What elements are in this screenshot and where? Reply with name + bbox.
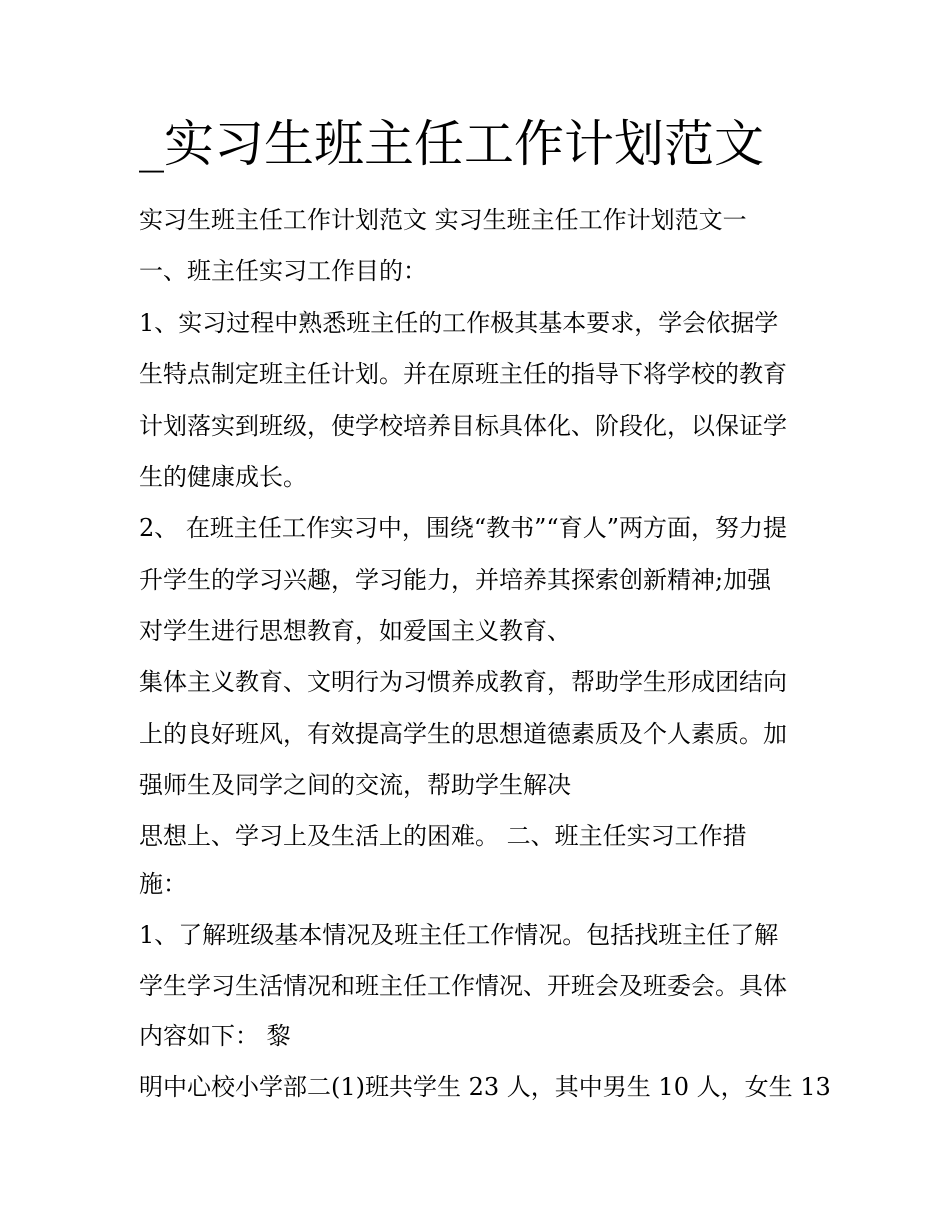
text-line: 思想上、学习上及生活上的困难。 二、班主任实习工作措 <box>139 822 747 850</box>
text-line: 对学生进行思想教育，如爱国主义教育、 <box>139 617 571 645</box>
text-line: 计划落实到班级，使学校培养目标具体化、阶段化，以保证学 <box>139 412 787 440</box>
text-line: 集体主义教育、文明行为习惯养成教育，帮助学生形成团结向 <box>139 668 787 696</box>
document-title: _实习生班主任工作计划范文 <box>139 115 764 173</box>
text-line: 内容如下： 黎 <box>139 1022 291 1050</box>
text-line: 上的良好班风，有效提高学生的思想道德素质及个人素质。加 <box>139 720 787 748</box>
text-line: 2、 在班主任工作实习中，围绕“教书”“育人”两方面，努力提 <box>139 514 787 542</box>
text-line: 学生学习生活情况和班主任工作情况、开班会及班委会。具体 <box>139 972 787 1000</box>
text-line: 生特点制定班主任计划。并在原班主任的指导下将学校的教育 <box>139 360 787 388</box>
text-line: 生的健康成长。 <box>139 463 307 491</box>
text-line: 一、班主任实习工作目的： <box>139 257 427 285</box>
text-line: 1、了解班级基本情况及班主任工作情况。包括找班主任了解 <box>139 921 779 949</box>
text-line: 强师生及同学之间的交流，帮助学生解决 <box>139 771 571 799</box>
text-line: 施： <box>139 870 187 898</box>
text-line: 明中心校小学部二(1)班共学生 23 人，其中男生 10 人，女生 13 <box>139 1073 831 1101</box>
text-line: 实习生班主任工作计划范文 实习生班主任工作计划范文一 <box>139 206 747 234</box>
text-line: 1、实习过程中熟悉班主任的工作极其基本要求，学会依据学 <box>139 309 779 337</box>
text-line: 升学生的学习兴趣，学习能力，并培养其探索创新精神;加强 <box>139 566 772 594</box>
